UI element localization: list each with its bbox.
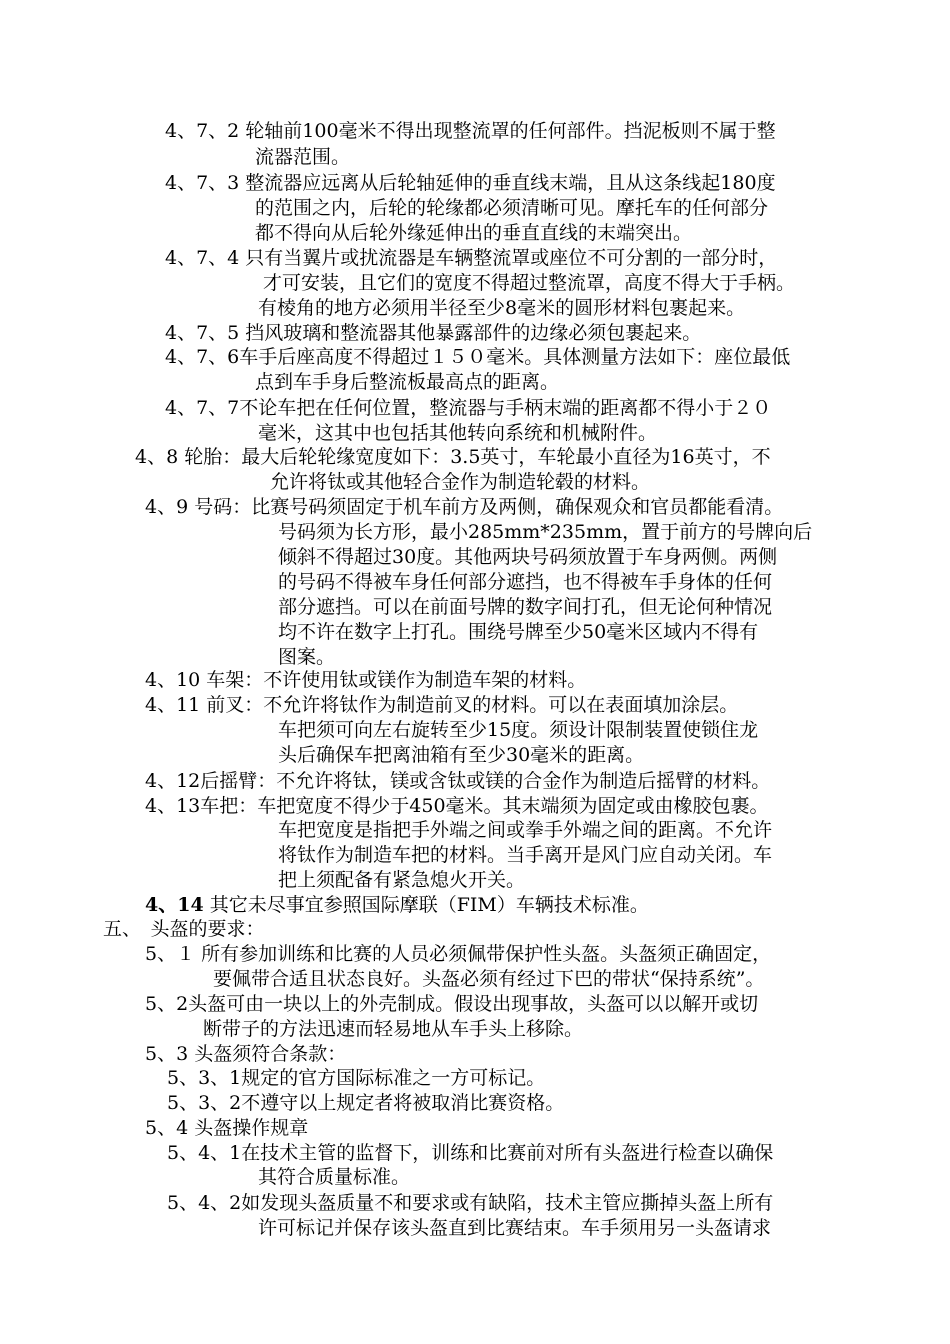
text-line: 4、7、7不论车把在任何位置，整流器与手柄末端的距离都不得小于２０	[165, 397, 772, 419]
text-line: 毫米，这其中也包括其他转向系统和机械附件。	[258, 422, 658, 444]
text-line: 许可标记并保存该头盔直到比赛结束。车手须用另一头盔请求	[258, 1217, 772, 1239]
text-line: 4、11 前叉：不允许将钛作为制造前叉的材料。可以在表面填加涂层。	[145, 694, 739, 716]
text-line: 车把宽度是指把手外端之间或拳手外端之间的距离。不允许	[278, 819, 773, 841]
text-line: 4、7、3 整流器应远离从后轮轴延伸的垂直线末端，且从这条线起180度	[165, 172, 776, 194]
section-number: 4、14	[145, 894, 204, 916]
text-line: 4、13车把：车把宽度不得少于450毫米。其末端须为固定或由橡胶包裹。	[145, 795, 769, 817]
text-line: 的号码不得被车身任何部分遮挡，也不得被车手身体的任何	[278, 571, 773, 593]
text-line: 4、10 车架：不许使用钛或镁作为制造车架的材料。	[145, 669, 587, 691]
text-line: 4、7、2 轮轴前100毫米不得出现整流罩的任何部件。挡泥板则不属于整	[165, 120, 776, 142]
text-line: 5、3 头盔须符合条款：	[145, 1043, 347, 1065]
text-line: 头后确保车把离油箱有至少30毫米的距离。	[278, 744, 645, 766]
text-line: 才可安装，且它们的宽度不得超过整流罩，高度不得大于手柄。	[263, 272, 796, 294]
text-line: 4、7、6车手后座高度不得超过１５０毫米。具体测量方法如下：座位最低	[165, 346, 791, 368]
text-line: 号码须为长方形，最小285mm*235mm，置于前方的号牌向后	[278, 521, 813, 543]
text-line: 车把须可向左右旋转至少15度。须设计限制装置使锁住龙	[278, 719, 759, 741]
text-line: 4、7、4 只有当翼片或扰流器是车辆整流罩或座位不可分割的一部分时，	[165, 247, 778, 269]
text-line: 点到车手身后整流板最高点的距离。	[255, 371, 560, 393]
text-line: 流器范围。	[255, 146, 351, 168]
text-line: 4、12后摇臂：不允许将钛，镁或含钛或镁的合金作为制造后摇臂的材料。	[145, 770, 771, 792]
text-line: 其符合质量标准。	[258, 1166, 411, 1188]
text-line: 5、１ 所有参加训练和比赛的人员必须佩带保护性头盔。头盔须正确固定，	[145, 943, 772, 965]
text-line: 5、4、2如发现头盔质量不和要求或有缺陷，技术主管应撕掉头盔上所有	[167, 1192, 774, 1214]
text-line: 4、7、5 挡风玻璃和整流器其他暴露部件的边缘必须包裹起来。	[165, 322, 702, 344]
text-line: 均不许在数字上打孔。围绕号牌至少50毫米区域内不得有	[278, 621, 759, 643]
text-line: 允许将钛或其他轻合金作为制造轮毂的材料。	[270, 471, 651, 493]
section-heading: 五、 头盔的要求：	[103, 918, 265, 940]
text-line: 断带子的方法迅速而轻易地从车手头上移除。	[203, 1018, 584, 1040]
text-line: 5、4 头盔操作规章	[145, 1117, 309, 1139]
text-line	[145, 893, 649, 917]
text-line: 要佩带合适且状态良好。头盔必须有经过下巴的带状“保持系统”。	[213, 968, 765, 990]
text-line: 5、4、1在技术主管的监督下，训练和比赛前对所有头盔进行检查以确保	[167, 1142, 774, 1164]
text-line: 5、3、1规定的官方国际标准之一方可标记。	[167, 1067, 546, 1089]
text-line: 5、2头盔可由一块以上的外壳制成。假设出现事故，头盔可以以解开或切	[145, 993, 759, 1015]
text-line: 将钛作为制造车把的材料。当手离开是风门应自动关闭。车	[278, 844, 773, 866]
text-line: 4、9 号码：比赛号码须固定于机车前方及两侧，确保观众和官员都能看清。	[145, 496, 784, 518]
text-line: 把上须配备有紧急熄火开关。	[278, 869, 526, 891]
text-line: 4、8 轮胎：最大后轮轮缘宽度如下：3.5英寸，车轮最小直径为16英寸，不	[135, 446, 771, 468]
text-line-content: 其它未尽事宜参照国际摩联（FIM）车辆技术标准。	[209, 894, 649, 916]
text-line: 都不得向从后轮外缘延伸出的垂直直线的末端突出。	[255, 222, 693, 244]
text-line: 部分遮挡。可以在前面号牌的数字间打孔，但无论何种情况	[278, 596, 773, 618]
text-line: 的范围之内，后轮的轮缘都必须清晰可见。摩托车的任何部分	[255, 197, 769, 219]
text-line: 图案。	[278, 646, 336, 668]
text-line: 5、3、2不遵守以上规定者将被取消比赛资格。	[167, 1092, 565, 1114]
text-line: 倾斜不得超过30度。其他两块号码须放置于车身两侧。两侧	[278, 546, 778, 568]
text-line: 有棱角的地方必须用半径至少8毫米的圆形材料包裹起来。	[258, 297, 746, 319]
